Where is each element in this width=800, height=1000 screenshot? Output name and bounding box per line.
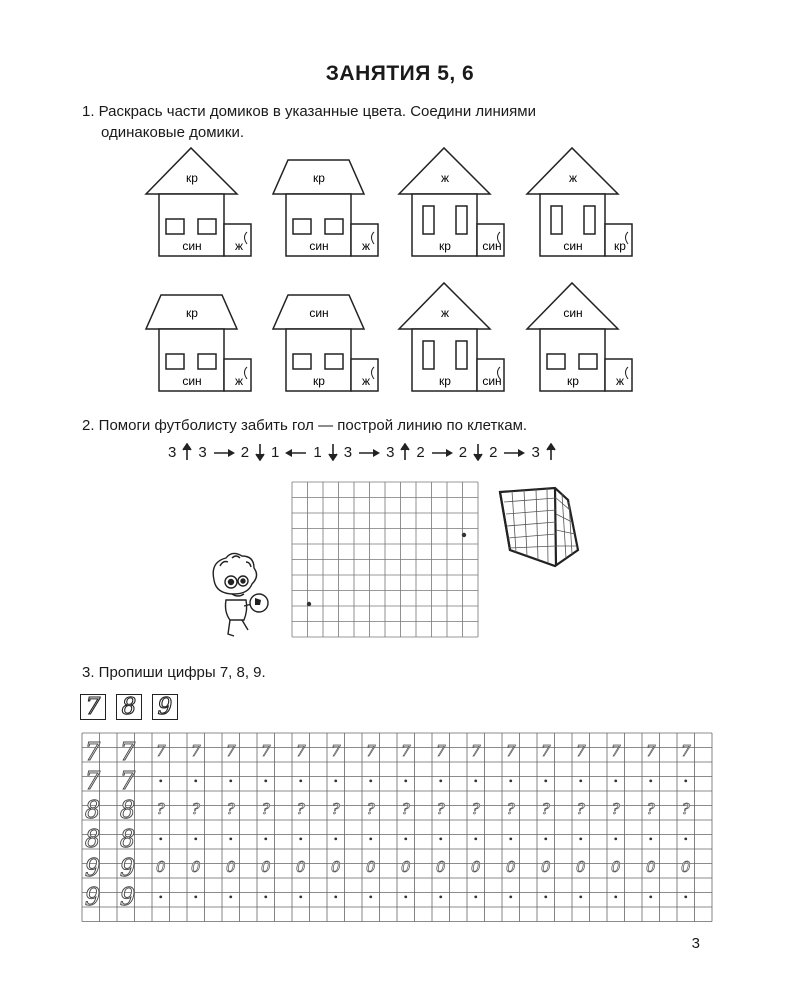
trace-mark: 0 — [260, 857, 271, 876]
trace-digit: 8 — [84, 824, 101, 853]
body-color-label: кр — [567, 374, 579, 388]
dot-mark — [159, 895, 162, 898]
dot-mark — [264, 779, 267, 782]
roof-color-label: кр — [186, 306, 198, 320]
annex-color-label: кр — [614, 239, 626, 253]
dot-mark — [369, 895, 372, 898]
step-8-count: 2 — [416, 443, 425, 461]
dot-mark — [264, 837, 267, 840]
dot-mark — [614, 779, 617, 782]
trace-mark: 0 — [505, 857, 516, 876]
dot-mark — [509, 895, 512, 898]
annex-color-label: ж — [615, 374, 625, 388]
body-color-label: син — [563, 239, 583, 253]
dot-mark — [369, 837, 372, 840]
dot-mark — [334, 779, 337, 782]
trace-mark: 7 — [575, 741, 586, 760]
trace-mark: 0 — [400, 857, 411, 876]
dot-mark — [369, 779, 372, 782]
step-11-count: 3 — [531, 443, 540, 461]
dot-mark — [614, 837, 617, 840]
trace-digit: 9 — [84, 882, 101, 911]
page-title: ЗАНЯТИЯ 5, 6 — [325, 62, 475, 85]
dot-mark — [264, 895, 267, 898]
step-2-count: 3 — [198, 443, 207, 461]
roof-color-label: ж — [568, 171, 578, 185]
dot-mark — [579, 895, 582, 898]
dot-mark — [544, 837, 547, 840]
dot-mark — [334, 895, 337, 898]
annex-color-label: ж — [234, 239, 244, 253]
trace-digit: 9 — [84, 853, 101, 882]
trace-mark: 7 — [435, 741, 446, 760]
trace-mark: 7 — [400, 741, 411, 760]
trace-mark: 0 — [540, 857, 551, 876]
dot-mark — [299, 779, 302, 782]
dot-mark — [509, 779, 512, 782]
body-color-label: син — [182, 374, 202, 388]
task1-line2: одинаковые домики. — [101, 124, 244, 141]
dot-mark — [544, 895, 547, 898]
trace-mark: 0 — [295, 857, 306, 876]
dot-mark — [194, 837, 197, 840]
annex-color-label: син — [482, 374, 502, 388]
annex-color-label: ж — [234, 374, 244, 388]
task2-instructions: 2. Помоги футболисту забить гол — построй линию по клеткам. — [82, 417, 528, 434]
dot-mark — [684, 779, 687, 782]
dot-mark — [439, 895, 442, 898]
trace-mark: 7 — [680, 741, 691, 760]
roof-color-label: кр — [186, 171, 198, 185]
trace-mark: 7 — [155, 741, 166, 760]
dot-mark — [579, 837, 582, 840]
trace-mark: 0 — [645, 857, 656, 876]
dot-mark — [509, 837, 512, 840]
trace-mark: ? — [471, 799, 480, 818]
dot-mark — [649, 895, 652, 898]
trace-mark: 7 — [610, 741, 621, 760]
task1-line1: 1. Раскрась части домиков в указанные цвета. Соедини линиями — [82, 103, 536, 120]
trace-mark: 0 — [470, 857, 481, 876]
roof-color-label: ж — [440, 306, 450, 320]
trace-mark: ? — [366, 799, 375, 818]
trace-digit: 7 — [84, 737, 101, 766]
dot-mark — [474, 895, 477, 898]
dot-mark — [404, 779, 407, 782]
copybook-grid[interactable] — [82, 733, 712, 922]
trace-mark: 0 — [190, 857, 201, 876]
dot-mark — [649, 837, 652, 840]
dot-mark — [194, 779, 197, 782]
step-1-count: 3 — [168, 443, 177, 461]
trace-digit: 9 — [119, 882, 136, 911]
dot-mark — [684, 837, 687, 840]
annex-color-label: ж — [361, 239, 371, 253]
roof-color-label: син — [563, 306, 583, 320]
trace-digit: 8 — [84, 795, 101, 824]
dot-mark — [649, 779, 652, 782]
trace-mark: ? — [331, 799, 340, 818]
trace-digit: 9 — [119, 853, 136, 882]
dot-mark — [299, 837, 302, 840]
sample-digit-7: 7 — [80, 694, 106, 720]
trace-mark: ? — [646, 799, 655, 818]
sample-digit-9: 9 — [152, 694, 178, 720]
body-color-label: син — [182, 239, 202, 253]
trace-mark: 7 — [505, 741, 516, 760]
roof-color-label: кр — [313, 171, 325, 185]
trace-mark: 0 — [155, 857, 166, 876]
trace-digit: 7 — [119, 766, 136, 795]
dot-mark — [474, 837, 477, 840]
dot-mark — [334, 837, 337, 840]
task3-instructions: 3. Пропиши цифры 7, 8, 9. — [82, 664, 266, 681]
body-color-label: кр — [439, 374, 451, 388]
trace-mark: ? — [296, 799, 305, 818]
body-color-label: син — [309, 239, 329, 253]
trace-mark: ? — [226, 799, 235, 818]
annex-color-label: ж — [361, 374, 371, 388]
dot-mark — [439, 779, 442, 782]
trace-mark: ? — [261, 799, 270, 818]
trace-mark: 0 — [610, 857, 621, 876]
dot-mark — [229, 895, 232, 898]
trace-mark: 0 — [680, 857, 691, 876]
dot-mark — [579, 779, 582, 782]
body-color-label: кр — [313, 374, 325, 388]
dot-mark — [159, 779, 162, 782]
trace-mark: 0 — [330, 857, 341, 876]
roof-color-label: ж — [440, 171, 450, 185]
sample-digit-8: 8 — [116, 694, 142, 720]
trace-mark: 0 — [575, 857, 586, 876]
step-6-count: 3 — [343, 443, 353, 461]
annex-color-label: син — [482, 239, 502, 253]
step-5-count: 1 — [313, 443, 322, 461]
trace-mark: ? — [436, 799, 445, 818]
trace-digit: 7 — [84, 766, 101, 795]
trace-mark: 7 — [540, 741, 551, 760]
trace-digit: 8 — [119, 824, 136, 853]
body-color-label: кр — [439, 239, 451, 253]
trace-mark: ? — [401, 799, 410, 818]
trace-mark: ? — [191, 799, 200, 818]
step-4-count: 1 — [271, 443, 280, 461]
trace-mark: 7 — [470, 741, 481, 760]
dot-mark — [614, 895, 617, 898]
trace-mark: ? — [156, 799, 165, 818]
trace-mark: ? — [541, 799, 550, 818]
trace-mark: 7 — [645, 741, 656, 760]
dot-mark — [229, 779, 232, 782]
trace-mark: 7 — [365, 741, 376, 760]
trace-mark: 7 — [330, 741, 341, 760]
trace-digit: 7 — [119, 737, 136, 766]
dot-mark — [684, 895, 687, 898]
dot-mark — [194, 895, 197, 898]
dot-mark — [439, 837, 442, 840]
step-3-count: 2 — [240, 443, 250, 461]
step-9-count: 2 — [458, 443, 468, 461]
trace-digit: 8 — [119, 795, 136, 824]
dot-mark — [404, 837, 407, 840]
trace-mark: 7 — [190, 741, 201, 760]
step-10-count: 2 — [489, 443, 498, 461]
dot-mark — [544, 779, 547, 782]
trace-mark: 0 — [365, 857, 376, 876]
dot-mark — [404, 895, 407, 898]
dot-mark — [474, 779, 477, 782]
trace-mark: 7 — [295, 741, 306, 760]
dot-mark — [159, 837, 162, 840]
page-number: 3 — [691, 935, 700, 952]
trace-mark: 0 — [435, 857, 446, 876]
trace-mark: ? — [576, 799, 585, 818]
trace-mark: ? — [611, 799, 620, 818]
trace-mark: 7 — [225, 741, 236, 760]
dot-mark — [299, 895, 302, 898]
trace-mark: 7 — [260, 741, 271, 760]
roof-color-label: син — [309, 306, 329, 320]
trace-mark: 0 — [225, 857, 236, 876]
trace-mark: ? — [506, 799, 515, 818]
step-7-count: 3 — [386, 443, 395, 461]
dot-mark — [229, 837, 232, 840]
trace-mark: ? — [681, 799, 690, 818]
